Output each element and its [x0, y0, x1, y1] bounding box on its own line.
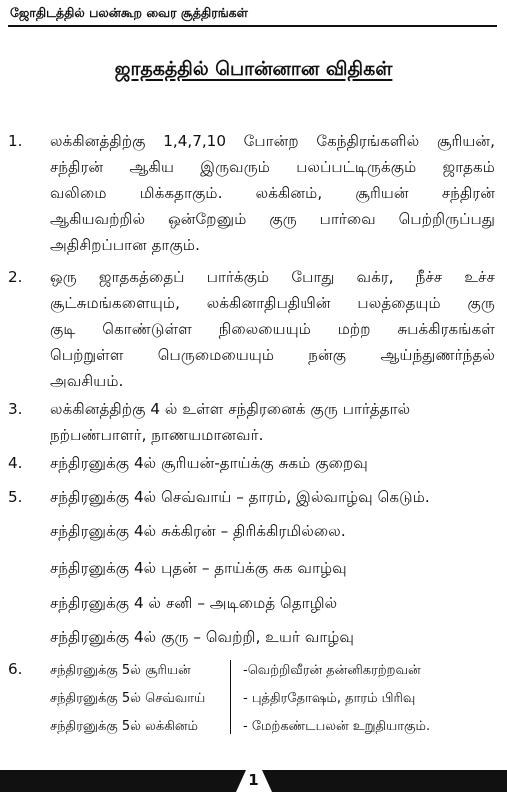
- row-condition: சந்திரனுக்கு 5ல் சூரியன்: [50, 663, 191, 678]
- item-line: சந்திரனுக்கு 4ல் செவ்வாய் – தாரம், இல்வாழ்வு கெடும்.: [50, 488, 430, 506]
- item-number: 1.: [8, 132, 23, 150]
- rule-item-1: [8, 128, 495, 258]
- item-line: ஒரு ஜாதகத்தைப் பார்க்கும் போது வக்ர, நீச்ச உச்ச: [50, 268, 495, 286]
- item-text: [50, 450, 495, 476]
- item-line: பெற்றுள்ள பெருமையையும் நன்கு ஆய்ந்துணர்ந்தல்: [50, 346, 495, 364]
- item-line: சந்திரனுக்கு 4ல் சூரியன்-தாய்க்கு சுகம் குறைவு: [50, 454, 368, 472]
- sub-rule-line: சந்திரனுக்கு 4ல் சுக்கிரன் – திரிக்கிரமில்லை.: [50, 522, 346, 540]
- row-condition: சந்திரனுக்கு 5ல் செவ்வாய்: [50, 691, 206, 706]
- item-text: [50, 128, 495, 258]
- item-line: அவசியம்.: [50, 372, 124, 390]
- row-result: - புத்திரதோஷம், தாரம் பிரிவு: [243, 691, 416, 706]
- sub-rule-line: சந்திரனுக்கு 4ல் குரு – வெற்றி, உயர் வாழ்வு: [50, 628, 355, 646]
- item-line: அதிசிறப்பான தாகும்.: [50, 236, 200, 254]
- table-row: [50, 713, 490, 741]
- rule-item-5: [8, 484, 495, 510]
- item-line: லக்கினத்திற்கு 4 ல் உள்ள சந்திரனைக் குரு பார்த்தால்: [50, 400, 411, 418]
- item-line: ஆகியவற்றில் ஒன்றேனும் குரு பார்வை பெற்றிருப்பது: [50, 210, 495, 228]
- row-result: -வெற்றிவீரன் தன்னிகரற்றவன்: [243, 663, 421, 678]
- table-divider: [230, 660, 231, 734]
- rule-item-2: [8, 264, 495, 394]
- item-text: [50, 396, 495, 448]
- item-line: சூட்சுமங்களையும், லக்கினாதிபதியின் பலத்தையும் குரு: [50, 294, 495, 312]
- sub-rule-line: சந்திரனுக்கு 4 ல் சனி – அடிமைத் தொழில்: [50, 594, 338, 612]
- rule-item-3: [8, 396, 495, 448]
- item-line: குடி கொண்டுள்ள நிலையையும் மற்ற சுபக்கிரகங்கள்: [50, 320, 495, 338]
- rule-item-4: [8, 450, 495, 476]
- row-result: - மேற்கண்டபலன் உறுதியாகும்.: [243, 719, 431, 734]
- row-condition: சந்திரனுக்கு 5ல் லக்கினம்: [50, 719, 198, 734]
- item-6-table: [50, 657, 490, 741]
- page-title-text: ஜாதகத்தில் பொன்னான விதிகள்: [114, 58, 393, 80]
- item-text: [50, 264, 495, 394]
- running-head: ஜோதிடத்தில் பலன்கூற வைர சூத்திரங்கள்: [10, 5, 248, 20]
- item-text: [50, 484, 495, 510]
- item-number: 6.: [8, 660, 23, 678]
- page-number: 1: [248, 771, 259, 789]
- table-row: [50, 685, 490, 713]
- item-line: நற்பண்பாளர், நாணயமானவர்.: [50, 426, 264, 444]
- page-title: [0, 58, 507, 83]
- sub-rule-line: சந்திரனுக்கு 4ல் புதன் – தாய்க்கு சுக வாழ்வு: [50, 559, 347, 577]
- item-number: 3.: [8, 400, 23, 418]
- item-line: சந்திரன் ஆகிய இருவரும் பலப்பட்டிருக்கும் ஜாதகம்: [50, 158, 495, 176]
- item-number: 2.: [8, 268, 23, 286]
- item-line: லக்கினத்திற்கு 1,4,7,10 போன்ற கேந்திரங்களில் சூரியன்,: [50, 132, 495, 150]
- table-row: [50, 657, 490, 685]
- item-line: வலிமை மிக்கதாகும். லக்கினம், சூரியன் சந்திரன்: [50, 184, 495, 202]
- header-rule: [8, 25, 497, 27]
- item-number: 5.: [8, 488, 23, 506]
- item-number: 4.: [8, 454, 23, 472]
